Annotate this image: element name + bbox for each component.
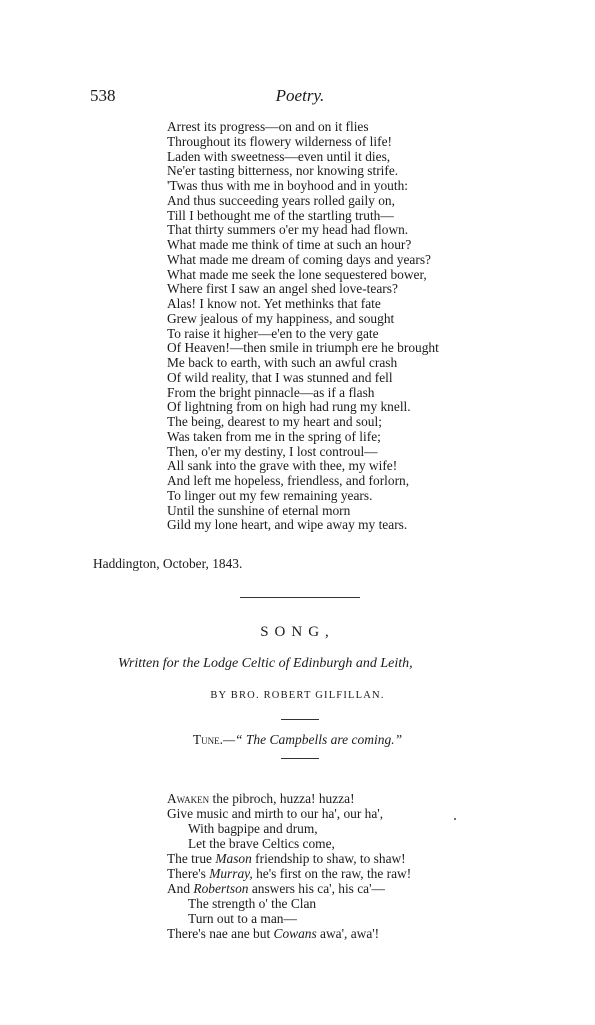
poem-line: Alas! I know not. Yet methinks that fate [167, 296, 381, 311]
verse-text: the pibroch, huzza! huzza! [209, 791, 355, 806]
verse-line: Let the brave Celtics come, [188, 836, 335, 851]
verse-line [167, 866, 411, 882]
poem-line: Until the sunshine of eternal morn [167, 502, 351, 518]
poem-line: Where first I saw an angel shed love-tears? [167, 281, 398, 297]
poem-line: What made me dream of coming days and years? [167, 251, 431, 267]
poem-line: To raise it higher—e'en to the very gate [167, 325, 379, 341]
poem-line: Grew jealous of my happiness, and sought [167, 310, 395, 326]
poem-line: Of lightning from on high had rung my knell. [167, 399, 411, 415]
verse-text: There's [167, 866, 210, 881]
verse-line [167, 791, 355, 807]
tune-label: Tune. [192, 732, 223, 747]
song-title: SONG, [260, 624, 335, 640]
song-byline: BY BRO. ROBERT GILFILLAN. [210, 690, 385, 701]
poem-line: Ne'er tasting bitterness, nor knowing strife. [167, 163, 399, 179]
poem-line: Then, o'er my destiny, I lost controul— [167, 443, 378, 459]
verse-line [167, 851, 406, 867]
poem-line: Of wild reality, that I was stunned and fell [167, 369, 393, 385]
poem-line: What made me think of time at such an hour? [167, 237, 412, 252]
verse-italic: Cowans [273, 926, 317, 941]
poem-line: Arrest its progress—on and on it flies [167, 119, 369, 134]
poem-line: The being, dearest to my heart and soul; [167, 414, 382, 429]
poem-line: That thirty summers o'er my head had flown. [167, 222, 409, 238]
page-number: 538 [90, 86, 116, 105]
poem-line: From the bright pinnacle—as if a flash [167, 384, 375, 400]
verse-text: The true [167, 851, 216, 866]
song-tune [0, 732, 595, 748]
verse-italic: Robertson [193, 881, 249, 896]
verse-italic: Mason [215, 851, 252, 866]
verse-text: There's nae ane but [167, 926, 274, 941]
verse-line: With bagpipe and drum, [188, 821, 318, 836]
verse-text: answers his ca', his ca'— [248, 881, 385, 896]
song-subtitle: Written for the Lodge Celtic of Edinburgh and Leith, [118, 656, 413, 671]
verse-line: Give music and mirth to our ha', our ha', [167, 806, 384, 821]
poem-continued [167, 120, 567, 533]
page-header [90, 86, 510, 110]
verse-line: The strength o' the Clan [188, 896, 317, 911]
poem-line: And left me hopeless, friendless, and forlorn, [167, 473, 410, 488]
poem-line: To linger out my few remaining years. [167, 487, 373, 503]
verse-initial-word: Awaken [167, 791, 210, 806]
poem-line: Throughout its flowery wilderness of life! [167, 133, 392, 149]
verse-line [167, 881, 385, 897]
short-divider [281, 719, 319, 720]
verse-text: And [167, 881, 194, 896]
verse-text: friendship to shaw, to shaw! [251, 851, 406, 866]
verse-text: awa', awa'! [316, 926, 380, 941]
poem-line: Gild my lone heart, and wipe away my tears. [167, 517, 408, 533]
poem-line: Me back to earth, with such an awful crash [167, 355, 398, 370]
poem-line: And thus succeeding years rolled gaily on, [167, 192, 395, 208]
verse-italic: Murray, [209, 866, 253, 881]
tune-name: —“ The Campbells are coming.” [222, 732, 403, 747]
poem-line: All sank into the grave with thee, my wife! [167, 458, 398, 474]
verse-line: Turn out to a man— [188, 911, 297, 926]
place-date-signature: Haddington, October, 1843. [93, 556, 243, 571]
poem-line: What made me seek the lone sequestered bower, [167, 266, 427, 282]
print-speck [454, 818, 456, 820]
poem-line: Of Heaven!—then smile in triumph ere he brought [167, 340, 439, 356]
poem-line: Laden with sweetness—even until it dies, [167, 148, 391, 164]
section-divider [240, 597, 360, 598]
verse-text: he's first on the raw, the raw! [252, 866, 412, 881]
verse-line [167, 926, 379, 942]
running-title: Poetry. [275, 86, 325, 105]
poem-line: Was taken from me in the spring of life; [167, 428, 381, 444]
poem-line: 'Twas thus with me in boyhood and in youth: [167, 178, 409, 193]
short-divider [281, 758, 319, 759]
poem-line: Till I bethought me of the startling truth— [167, 207, 394, 223]
